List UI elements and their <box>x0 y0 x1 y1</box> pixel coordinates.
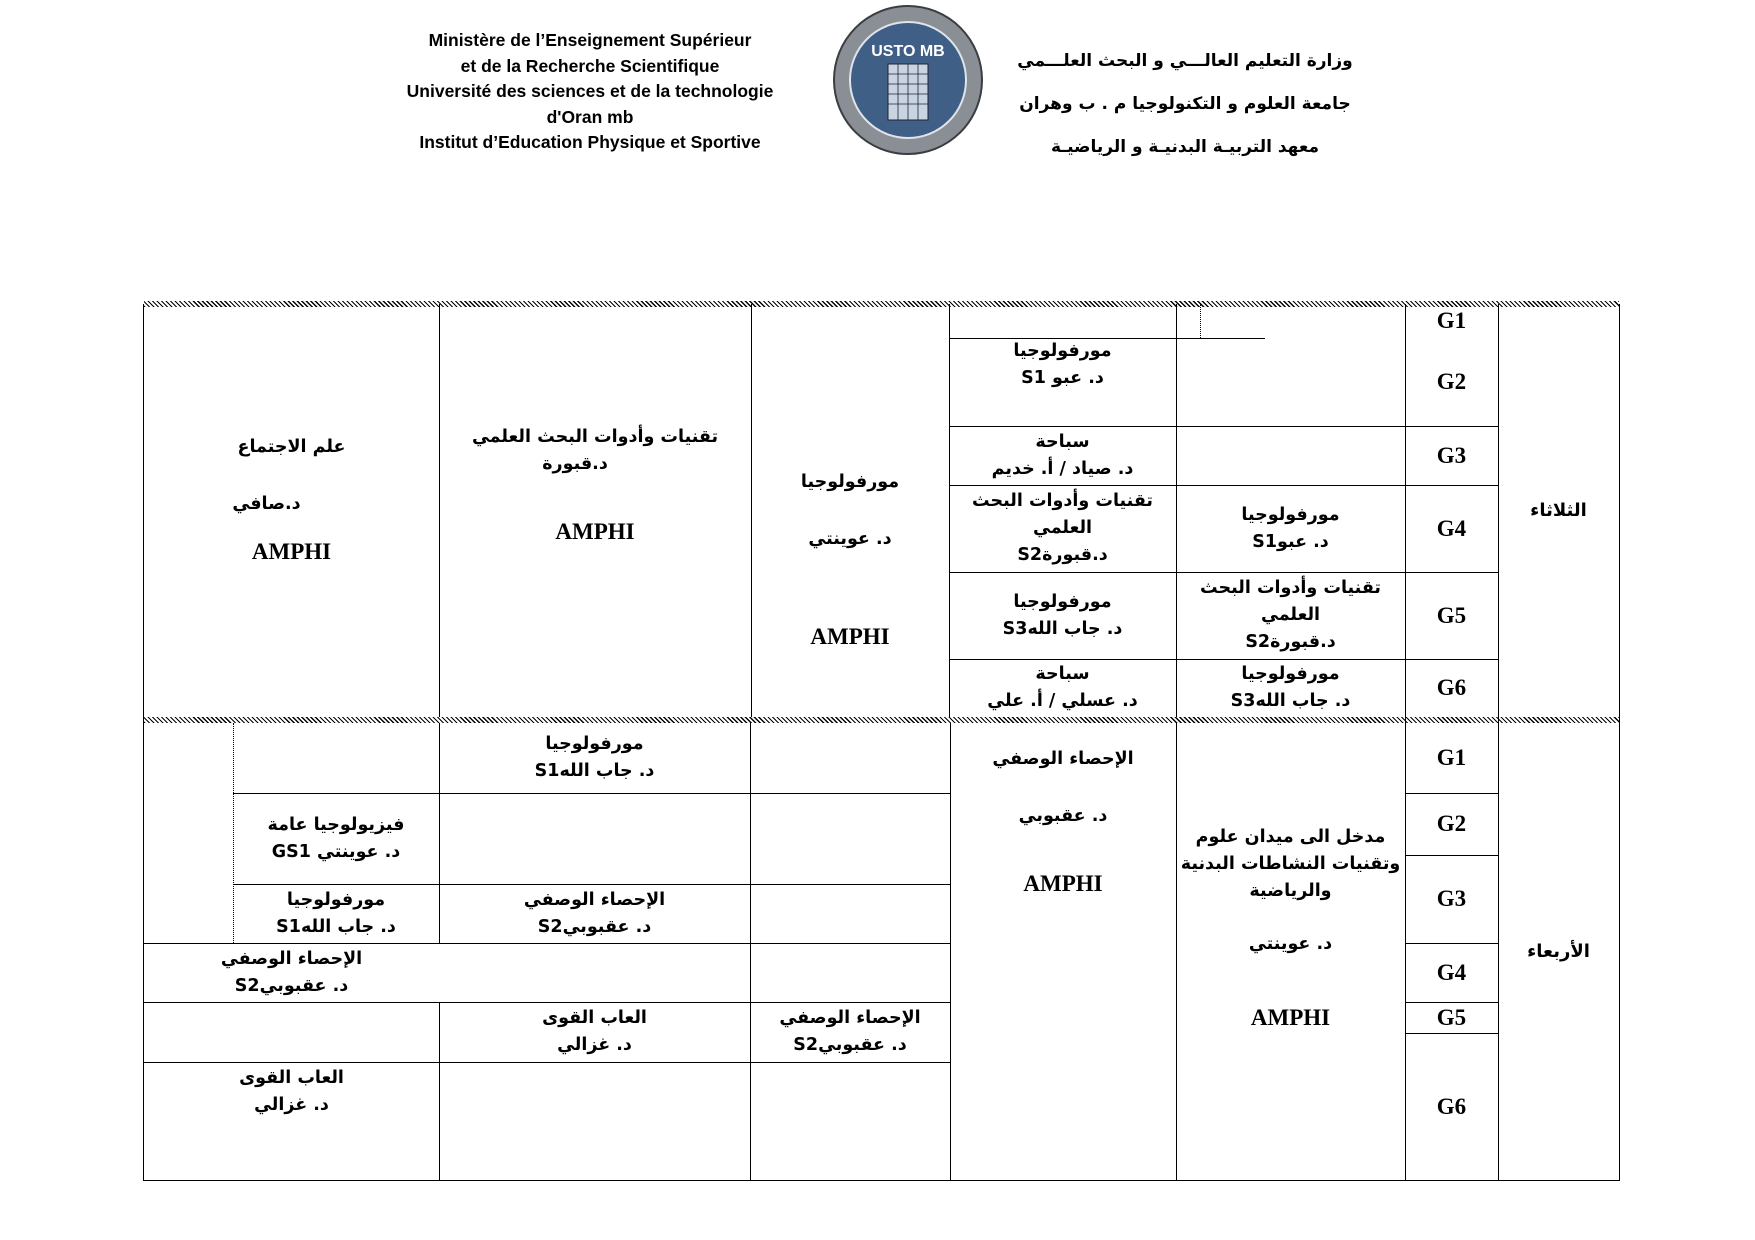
timetable <box>143 304 1620 1181</box>
top-border <box>144 301 1619 307</box>
ministry-line-2: et de la Recherche Scientifique <box>460 55 720 76</box>
header-arabic <box>1010 40 1360 169</box>
session-sociology: علم الاجتماع د.صافي AMPHI <box>232 437 346 564</box>
header-french <box>385 28 795 156</box>
session-tue-g5-a: مورفولوجيا د. جاب اللهS3 <box>1002 591 1123 639</box>
logo-text: USTO MB <box>871 43 945 60</box>
session-wed-g3-stats: الإحصاء الوصفي د. عقبوبيS2 <box>523 889 666 937</box>
session-wed-g1: مورفولوجيا د. جاب اللهS1 <box>534 734 655 781</box>
session-wed-g6-athletics: العاب القوى د. غزالي <box>239 1068 344 1115</box>
session-wed-g2: فيزيولوجيا عامة د. عوينتي GS1 <box>267 814 405 862</box>
day-separator <box>144 717 1619 723</box>
institute-line: Institut d’Education Physique et Sportive <box>419 132 761 152</box>
grid-line <box>750 723 751 1180</box>
session-wed-g3-morpho: مورفولوجيا د. جاب اللهS1 <box>276 889 396 937</box>
group-label: G6 <box>1436 1093 1467 1119</box>
group-label: G4 <box>1436 515 1467 541</box>
session-tue-g2: مورفولوجيا د. عبو S1 <box>1013 341 1112 388</box>
session-tue-g4-a: تقنيات وأدوات البحث العلمي د.قبورةS2 <box>972 491 1153 565</box>
group-label: G2 <box>1436 369 1467 394</box>
ministry-line-1: Ministère de l’Enseignement Supérieur <box>428 30 752 50</box>
day-tuesday: الثلاثاء <box>1530 500 1587 521</box>
group-label: G5 <box>1436 602 1467 628</box>
session-morphology-amphi: مورفولوجيا د. عوينتي AMPHI <box>800 472 900 649</box>
session-wed-g5-athletics: العاب القوى د. غزالي <box>542 1008 647 1055</box>
university-line-2: d'Oran mb <box>546 106 634 127</box>
day-wednesday: الأربعاء <box>1527 941 1590 962</box>
university-line-1: Université des sciences et de la technologie <box>406 81 774 101</box>
session-descriptive-stats-amphi: الإحصاء الوصفي د. عقبوبي AMPHI <box>992 749 1134 896</box>
institute-ar: معهد التربيـة البدنيـة و الرياضيـة <box>1050 137 1320 157</box>
session-wed-g4-stats: الإحصاء الوصفي د. عقبوبيS2 <box>220 948 363 996</box>
university-logo <box>832 4 984 156</box>
group-label: G4 <box>1436 959 1467 985</box>
session-tue-g6-b: مورفولوجيا د. جاب اللهS3 <box>1230 664 1351 711</box>
group-label: G6 <box>1436 675 1467 700</box>
university-ar: جامعة العلوم و التكنولوجيا م . ب وهران <box>1019 94 1351 114</box>
grid-line <box>1200 304 1201 338</box>
ministry-ar: وزارة التعليم العالـــي و البحث العلـــمي <box>1017 51 1353 71</box>
session-research-methods: تقنيات وأدوات البحث العلمي د.قبورة AMPHI <box>471 427 719 544</box>
session-tue-g5-b: تقنيات وأدوات البحث العلمي د.قبورةS2 <box>1200 578 1381 652</box>
session-tue-g3: سباحة د. صياد / أ. خديم <box>991 431 1134 479</box>
group-label: G5 <box>1436 1004 1467 1030</box>
group-label: G1 <box>1436 745 1467 770</box>
group-label: G3 <box>1436 442 1467 468</box>
group-label: G2 <box>1436 811 1467 836</box>
session-tue-g4-b: مورفولوجيا د. عبوS1 <box>1241 504 1340 552</box>
session-wed-g5-stats: الإحصاء الوصفي د. عقبوبيS2 <box>779 1008 921 1055</box>
group-label: G3 <box>1436 886 1467 911</box>
group-label: G1 <box>1436 308 1467 333</box>
session-intro-sports-sciences: مدخل الى ميدان علوم وتقنيات النشاطات البدنية والرياضية د. عوينتي AMPHI <box>1180 827 1401 1030</box>
session-tue-g6-a: سباحة د. عسلي / أ. علي <box>987 664 1138 711</box>
